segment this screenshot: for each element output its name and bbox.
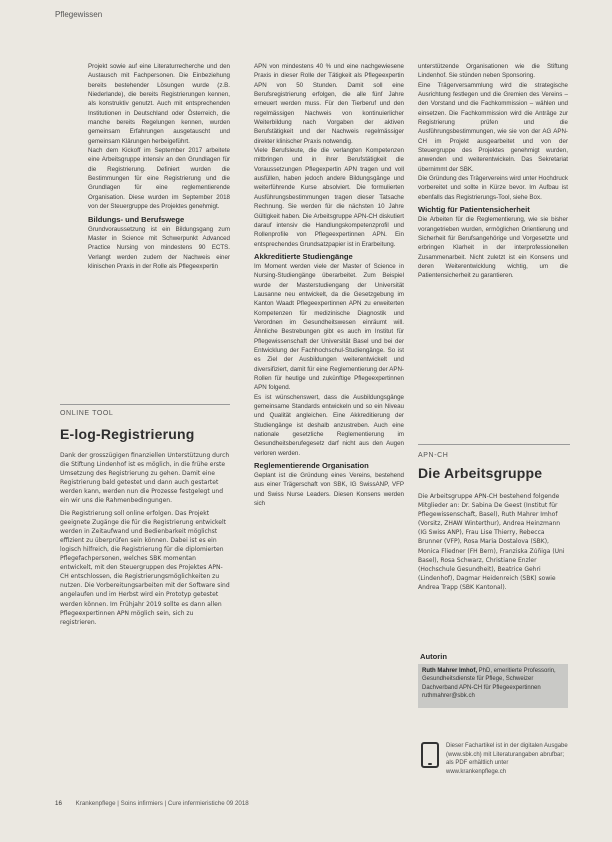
article-column-3 — [418, 62, 568, 281]
paragraph: Geplant ist die Gründung eines Vereins, bestehend aus einer Trägerschaft von SBK, IG SwissANP, VFP und Swiss Nurse Leaders. Diesen Konsens werden sich — [254, 472, 404, 508]
paragraph: APN von mindestens 40 % und eine nachgewiesene Praxis in dieser Rolle der Tätigkeit als Pflegeexpertin APN von 50 Stunden. Damit soll eine Berufsregistrierung erfolgen, die alle fünf Jahre erneuert werden muss. Für den Tierberuf und den regelmässigen Nachweis von kontinuierlicher Weiterbildung nach Vorgaben der aktiven Berufstätigkeit und der Nachweis regelmässiger direkter klinischer Praxis notwendig. — [254, 63, 404, 145]
paragraph: Viele Berufsleute, die die verlangten Kompetenzen mitbringen und in ihrer Berufstätigkeit die Voraussetzungen Pflegexpertin APN tragen und voll ausfüllen, haben jedoch andere Bildungsgänge und weiterführende Kurse absolviert. Die formulierten Ausführungsbestimmungen tragen dieser Tatsache Rechnung. Sie werden für die nächsten 10 Jahre Gültigkeit haben. Die Arbeitsgruppe APN-CH diskutiert darauf intensiv die Handlungskompetenzprofil und Rollenprofile von Pflegeexpertinnen APN. Ein entsprechendes Grundsatzpapier ist in Erarbeitung. — [254, 147, 404, 248]
digital-edition-note: Dieser Fachartikel ist in der digitalen Ausgabe (www.sbk.ch) mit Literaturangaben abrufbar; als PDF erhältlich unter www.krankenpflege.ch — [446, 743, 568, 775]
tablet-icon — [421, 742, 439, 768]
paragraph: Nach dem Kickoff im September 2017 arbeitete eine Arbeitsgruppe intensiv an den Grundlagen für die Registrierung. Definiert wurden die Bestimmungen für eine Registrierung und die Grundlagen für eine reglementierende Organisation. Diese wurden im September 2018 von der Steuergruppe des Projektes genehmigt. — [88, 147, 230, 211]
paragraph: Es ist wünschenswert, dass die Ausbildungsgänge gemeinsame Standards entwickeln und so ein Niveau und Qualität angleichen. Eine Akkreditierung der Studiengänge ist deshalb anzustreben. Auch eine nationale gesetzliche Reglementierung im Gesundheitsberufegesetz darf nicht aus den Augen verloren werden. — [254, 393, 404, 457]
group-box-kicker: APN-CH — [418, 452, 449, 459]
page-footer — [55, 800, 249, 807]
tool-box-kicker: ONLINE TOOL — [60, 410, 114, 417]
subheading-bildungswege: Bildungs- und Berufswege — [88, 214, 185, 224]
paragraph: Die Arbeiten für die Reglementierung, wie sie bisher vorangetrieben wurden, ermöglichen Orientierung und Sicherheit für Berufsangehörige und Vorgesetzte und erbringen Klarheit in der interprofessionellen Zusammenarbeit. Nicht zuletzt ist ein Konsens und deren Weiterentwicklung wichtig, um die Patientensicherheit zu garantieren. — [418, 216, 568, 280]
paragraph: Eine Trägerversammlung wird die strategische Ausrichtung festlegen und die Gremien des Vereins – den Vorstand und die Fachkommission – wählen und einsetzen. Die Fachkommission wird die Anträge zur Registrierung prüfen und die Ausführungsbestimmungen, wie sie von der AG APN-CH im Projekt ausgearbeitet und von der Steuergruppe des Projektes genehmigt wurden, anwenden und weiterentwickeln. Das Sekretariat übernimmt der SBK. — [418, 81, 568, 173]
paragraph: Die Arbeitsgruppe APN-CH bestehend folgende Mitglieder an: Dr. Sabina De Geest (Institut für Pflegewissenschaft, Basel), Ruth Mahrer Imhof (Vorsitz, ZHAW Winterthur), Andrea Heinzmann (IG Swiss ANP), Frau Lise Thierry, Rebecca Brunner (VFP), Rosa Maria Dostalova (SBK), Monica Fliedner (FH Bern), Franziska Zúñiga (Uni Basel), Rosa Schwarz, Christiane Enzler (Hochschule Gesundheit), Beatrice Gehri (Lindenhof), Dagmar Heidenreich (SBK) sowie Andrea Trapp (SBK Kantonal). — [418, 493, 565, 591]
author-email[interactable]: ruthmahrer@sbk.ch — [422, 693, 475, 700]
author-name: Ruth Mahrer Imhof, — [422, 668, 477, 674]
tool-box-title: E-log-Registrierung — [60, 426, 195, 442]
article-column-1 — [88, 62, 230, 271]
subheading-organisation: Reglementierende Organisation — [254, 461, 369, 471]
subheading-patientensicherheit: Wichtig für Patientensicherheit — [418, 205, 530, 215]
article-column-2 — [254, 62, 404, 508]
box-top-rule — [60, 404, 230, 405]
paragraph: Dank der grosszügigen finanziellen Unterstützung durch die Stiftung Lindenhof ist es möglich, in die frühe erste Umsetzung des Registrierung zu gehen. Damit eine Registrierung bald getestet und dann auch gestartet werden kann, werden nun die Prozesse festgelegt und ein wir uns die Rahmenbedingungen. — [60, 452, 230, 505]
paragraph: Im Moment werden viele der Master of Science in Nursing-Studiengänge überarbeitet. Zum Beispiel wurde der Masterstudiengang der Universität Lausanne neu entwickelt, da die Gesetzgebung im Kanton Waadt Pflegeexpertinnen APN zu erweiterten Kompetenzen für medizinische Diagnostik und Verordnen im Gesundheitswesen einräumt will. Ähnliche Bestrebungen gibt es auch im Institut für Pflegewissenschaft der Universität Basel und bei der Entwicklung der Fachhochschul-Studiengänge. So ist es Ziel der Ausbildungen weiterentwickelt und diversifiziert, damit für eine Reglementierung der APN-Rollen für heutige und zukünftige Pflegeexpertinnen APN folgend. — [254, 262, 404, 392]
author-description: PhD, emeritierte Professorin, Gesundheitsdienste für Pflege, Schweizer Dachverband APN-CH für Pflegeexpertinnen — [422, 668, 556, 691]
author-heading: Autorin — [420, 652, 447, 661]
box-top-rule — [418, 444, 570, 445]
paragraph: Die Gründung des Trägervereins wird unter Hochdruck vorbereitet und sollte in Kürze bevor. Im Aufbau ist ebenfalls das Registrierungs-Tool, siehe Box. — [418, 175, 568, 201]
footer-publication: Krankenpflege | Soins infirmiers | Cure infermieristiche 09 2018 — [75, 800, 249, 807]
page-number: 16 — [55, 800, 62, 807]
paragraph: Die Registrierung soll online erfolgen. Das Projekt geeignete Zugänge die für die Registrierung entwickelt werden in Zeitaufwand und Bedienbarkeit möglichst effizient zu überprüfen sein können. Dabei ist es ein logisch hilfreich, die Registrierung für die diplomierten Pflegefachpersonen, welches SBK momentan entwickelt, mit den Steuergruppen des Projektes APN-CH entschlossen, die Registrierungsmöglichkeiten zu nutzen. Die Vorbereitungsarbeiten mit der Software sind angelaufen und im Herbst wird ein Prototyp getestet werden können. Im Frühjahr 2019 sollte es dann allen Pflegeexpertinnen APN möglich sein, sich zu registrieren. — [60, 509, 230, 626]
group-box-title: Die Arbeitsgruppe — [418, 465, 543, 481]
author-box — [418, 664, 568, 708]
tool-box-text — [60, 451, 230, 627]
paragraph: Projekt sowie auf eine Literaturrecherche und den Austausch mit Fachpersonen. Die Einbeziehung bereits bestehender Lösungen wurde (z.B. Niederlande), die bereits Registrierungen kennen, als konstruktiv genutzt. Auch mit entsprechenden Institutionen in Deutschland oder Österreich, die manche bereits Regelungen kennen, wurden gemeinsam Erfahrungen ausgetauscht und gemeinsam Klärungen herbeigeführt. — [88, 63, 230, 145]
subheading-studiengaenge: Akkreditierte Studiengänge — [254, 251, 353, 261]
group-box-text — [418, 492, 570, 592]
section-label: Pflegewissen — [55, 10, 103, 19]
paragraph: Grundvoraussetzung ist ein Bildungsgang zum Master in Science mit Schwerpunkt Advanced Practice Nursing von mindestens 90 ECTS. Verlangt werden zudem der Nachweis einer klinischen Praxis in der Rolle als Pflegeexpertin — [88, 225, 230, 270]
paragraph: unterstützende Organisationen wie die Stiftung Lindenhof. Sie stünden neben Sponsoring. — [418, 63, 568, 80]
